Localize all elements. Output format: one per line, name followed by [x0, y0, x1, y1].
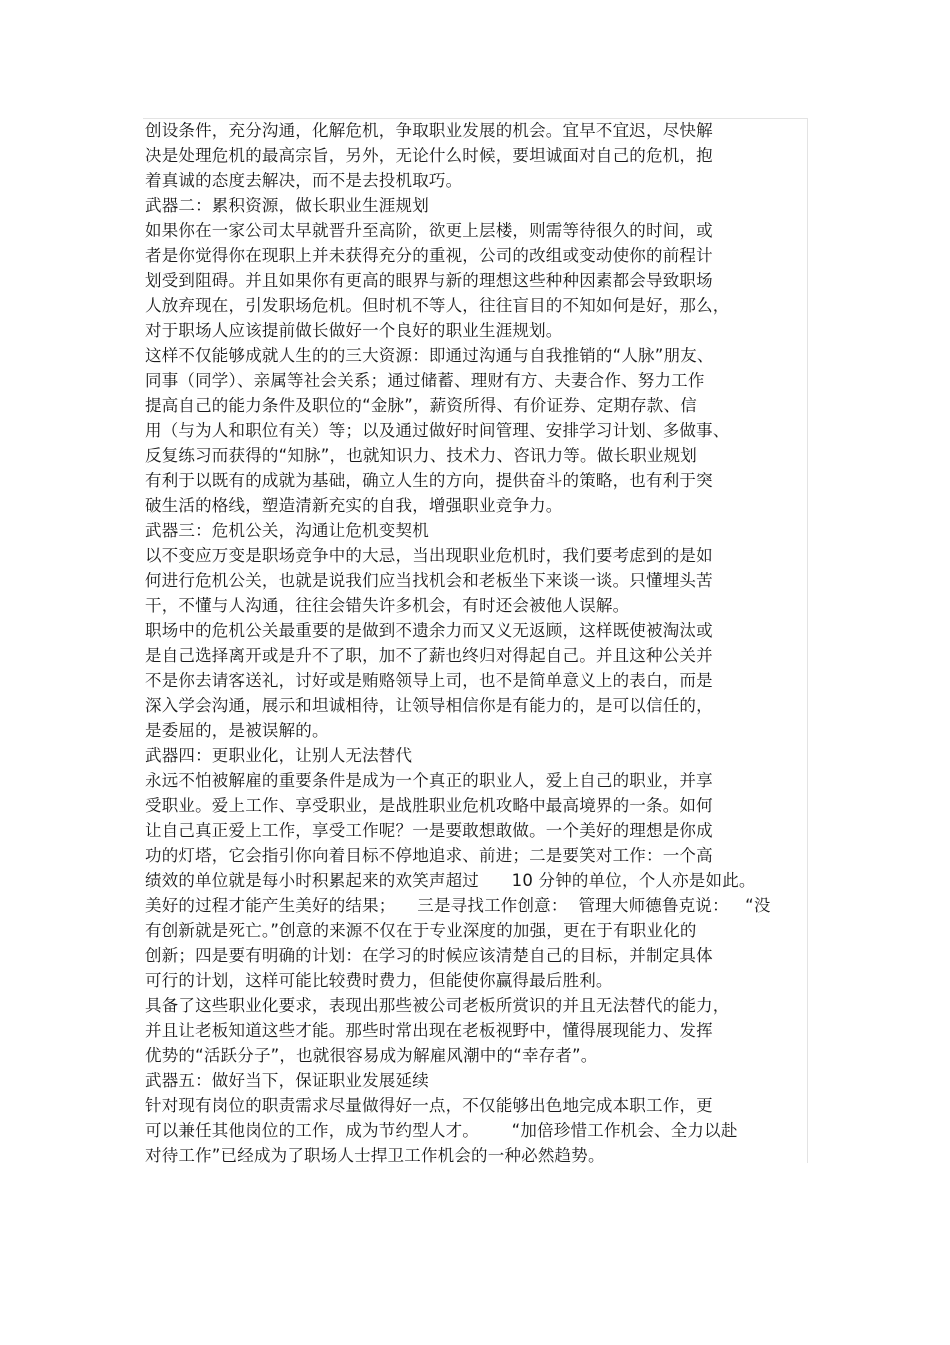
text-line: 以不变应万变是职场竞争中的大忌，当出现职业危机时，我们要考虑到的是如	[145, 546, 713, 565]
text-line: 深入学会沟通，展示和坦诚相待，让领导相信你是有能力的，是可以信任的，	[145, 696, 713, 715]
text-line: 可行的计划，这样可能比较费时费力，但能使你赢得最后胜利。	[145, 971, 613, 990]
text-line: 职场中的危机公关最重要的是做到不遗余力而又义无返顾，这样既使被淘汰或	[145, 621, 713, 640]
text-line: 决是处理危机的最高宗旨，另外，无论什么时候，要坦诚面对自己的危机，抱	[145, 146, 713, 165]
text-line: 具备了这些职业化要求，表现出那些被公司老板所赏识的并且无法替代的能力，	[145, 996, 730, 1015]
text-line: 有利于以既有的成就为基础，确立人生的方向，提供奋斗的策略，也有利于突	[145, 471, 713, 490]
text-line: 武器二：累积资源，做长职业生涯规划	[145, 196, 429, 215]
text-line: 人放弃现在，引发职场危机。但时机不等人，往往盲目的不知如何是好，那么，	[145, 296, 730, 315]
text-line: 反复练习而获得的“知脉”，也就知识力、技术力、咨讯力等。做长职业规划	[145, 446, 697, 465]
text-line: 有创新就是死亡。”创意的来源不仅在于专业深度的加强，更在于有职业化的	[145, 921, 697, 940]
text-line: 同事（同学）、亲属等社会关系；通过储蓄、理财有方、夫妻合作、努力工作	[145, 371, 705, 390]
text-line: 绩效的单位就是每小时积累起来的欢笑声超过 10 分钟的单位，个人亦是如此。	[145, 871, 756, 890]
text-line: 永远不怕被解雇的重要条件是成为一个真正的职业人，爱上自己的职业，并享	[145, 771, 713, 790]
text-line: 破生活的格线，塑造清新充实的自我，增强职业竞争力。	[145, 496, 563, 515]
text-line: 是委屈的，是被误解的。	[145, 721, 329, 740]
text-line: 干，不懂与人沟通，往往会错失许多机会，有时还会被他人误解。	[145, 596, 630, 615]
text-line: 受职业。爱上工作、享受职业，是战胜职业危机攻略中最高境界的一条。如何	[145, 796, 713, 815]
text-line: 划受到阻碍。并且如果你有更高的眼界与新的理想这些种种因素都会导致职场	[145, 271, 713, 290]
text-line: 何进行危机公关，也就是说我们应当找机会和老板坐下来谈一谈。只懂埋头苦	[145, 571, 713, 590]
text-line: 对于职场人应该提前做长做好一个良好的职业生涯规划。	[145, 321, 563, 340]
text-line: 并且让老板知道这些才能。那些时常出现在老板视野中，懂得展现能力、发挥	[145, 1021, 713, 1040]
text-line: 创设条件，充分沟通，化解危机，争取职业发展的机会。宜早不宜迟，尽快解	[145, 121, 713, 140]
text-line: 武器四：更职业化，让别人无法替代	[145, 746, 413, 765]
text-line: 让自己真正爱上工作，享受工作呢？一是要敢想敢做。一个美好的理想是你成	[145, 821, 713, 840]
text-line: 优势的“活跃分子”，也就很容易成为解雇风潮中的“幸存者”。	[145, 1046, 598, 1065]
text-line: 武器五：做好当下，保证职业发展延续	[145, 1071, 429, 1090]
text-line: 这样不仅能够成就人生的的三大资源：即通过沟通与自我推销的“人脉”朋友、	[145, 346, 714, 365]
text-line: 可以兼任其他岗位的工作，成为节约型人才。 “加倍珍惜工作机会、全力以赴	[145, 1121, 738, 1140]
text-line: 者是你觉得你在现职上并未获得充分的重视，公司的改组或变动使你的前程计	[145, 246, 713, 265]
text-line: 提高自己的能力条件及职位的“金脉”，薪资所得、有价证券、定期存款、信	[145, 396, 697, 415]
text-line: 如果你在一家公司太早就晋升至高阶，欲更上层楼，则需等待很久的时间，或	[145, 221, 713, 240]
text-line: 美好的过程才能产生美好的结果； 三是寻找工作创意： 管理大师德鲁克说： “没	[145, 896, 771, 915]
text-line: 用（与为人和职位有关）等；以及通过做好时间管理、安排学习计划、多做事、	[145, 421, 730, 440]
text-line: 不是你去请客送礼，讨好或是贿赂领导上司，也不是简单意义上的表白，而是	[145, 671, 713, 690]
document-body	[145, 118, 815, 1168]
text-line: 创新；四是要有明确的计划：在学习的时候应该清楚自己的目标，并制定具体	[145, 946, 713, 965]
text-line: 功的灯塔，它会指引你向着目标不停地追求、前进；二是要笑对工作：一个高	[145, 846, 713, 865]
text-line: 着真诚的态度去解决，而不是去投机取巧。	[145, 171, 463, 190]
text-line: 针对现有岗位的职责需求尽量做得好一点，不仅能够出色地完成本职工作，更	[145, 1096, 713, 1115]
text-line: 武器三：危机公关，沟通让危机变契机	[145, 521, 429, 540]
text-line: 对待工作”已经成为了职场人士捍卫工作机会的一种必然趋势。	[145, 1146, 605, 1165]
text-line: 是自己选择离开或是升不了职，加不了薪也终归对得起自己。并且这种公关并	[145, 646, 713, 665]
